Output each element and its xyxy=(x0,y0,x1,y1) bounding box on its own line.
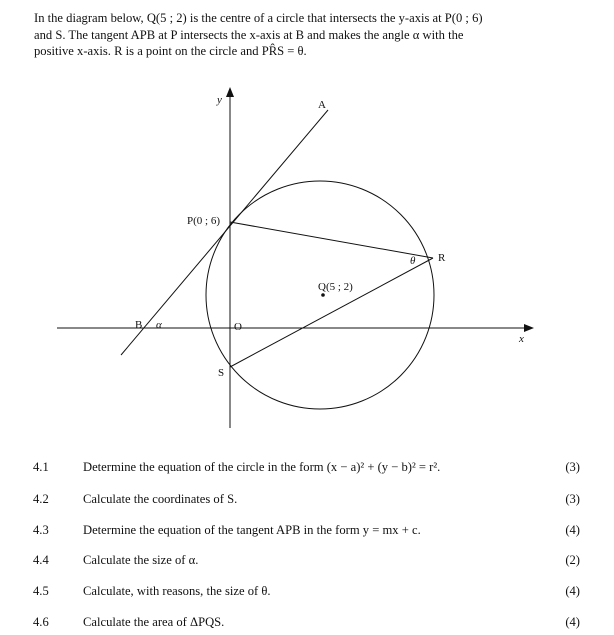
question-text: Calculate the area of ΔPQS. xyxy=(83,615,225,629)
intro-line-1: In the diagram below, Q(5 ; 2) is the centre of a circle that intersects the y-axis at P(0 ; 6) xyxy=(34,11,483,25)
circle xyxy=(206,181,434,409)
label-y-axis: y xyxy=(217,94,222,106)
centre-point-q xyxy=(321,293,325,297)
segment-rs xyxy=(230,258,433,367)
question-row xyxy=(0,615,614,635)
question-text: Calculate, with reasons, the size of θ. xyxy=(83,584,271,598)
question-number: 4.3 xyxy=(33,523,49,537)
label-alpha: α xyxy=(156,319,162,331)
label-r: R xyxy=(438,252,446,264)
question-row xyxy=(0,460,614,480)
tangent-line-apb xyxy=(121,110,328,355)
label-b: B xyxy=(135,319,143,331)
y-axis-arrow xyxy=(226,87,234,97)
question-text: Determine the equation of the tangent APB in the form y = mx + c. xyxy=(83,523,421,537)
question-marks: (4) xyxy=(565,523,580,537)
label-s: S xyxy=(218,367,225,379)
label-origin: O xyxy=(234,321,242,333)
question-text: Determine the equation of the circle in the form (x − a)² + (y − b)² = r². xyxy=(83,460,441,474)
label-x-axis: x xyxy=(519,333,524,345)
question-number: 4.6 xyxy=(33,615,49,629)
question-row xyxy=(0,523,614,543)
label-q: Q(5 ; 2) xyxy=(318,281,353,293)
question-marks: (2) xyxy=(565,553,580,567)
intro-line-3: positive x-axis. R is a point on the circle and PR̂S = θ. xyxy=(34,44,307,58)
question-marks: (4) xyxy=(565,615,580,629)
label-theta: θ xyxy=(410,255,416,267)
question-number: 4.5 xyxy=(33,584,49,598)
question-marks: (3) xyxy=(565,492,580,506)
question-number: 4.1 xyxy=(33,460,49,474)
x-axis-arrow xyxy=(524,324,534,332)
question-marks: (3) xyxy=(565,460,580,474)
question-row xyxy=(0,584,614,604)
question-text: Calculate the size of α. xyxy=(83,553,199,567)
question-number: 4.4 xyxy=(33,553,49,567)
label-a: A xyxy=(318,99,326,111)
label-p: P(0 ; 6) xyxy=(187,215,220,227)
question-text: Calculate the coordinates of S. xyxy=(83,492,238,506)
question-number: 4.2 xyxy=(33,492,49,506)
intro-line-2: and S. The tangent APB at P intersects the x-axis at B and makes the angle α with the xyxy=(34,27,464,42)
segment-pr xyxy=(230,222,433,258)
question-row xyxy=(0,492,614,512)
question-marks: (4) xyxy=(565,584,580,598)
question-row xyxy=(0,553,614,573)
